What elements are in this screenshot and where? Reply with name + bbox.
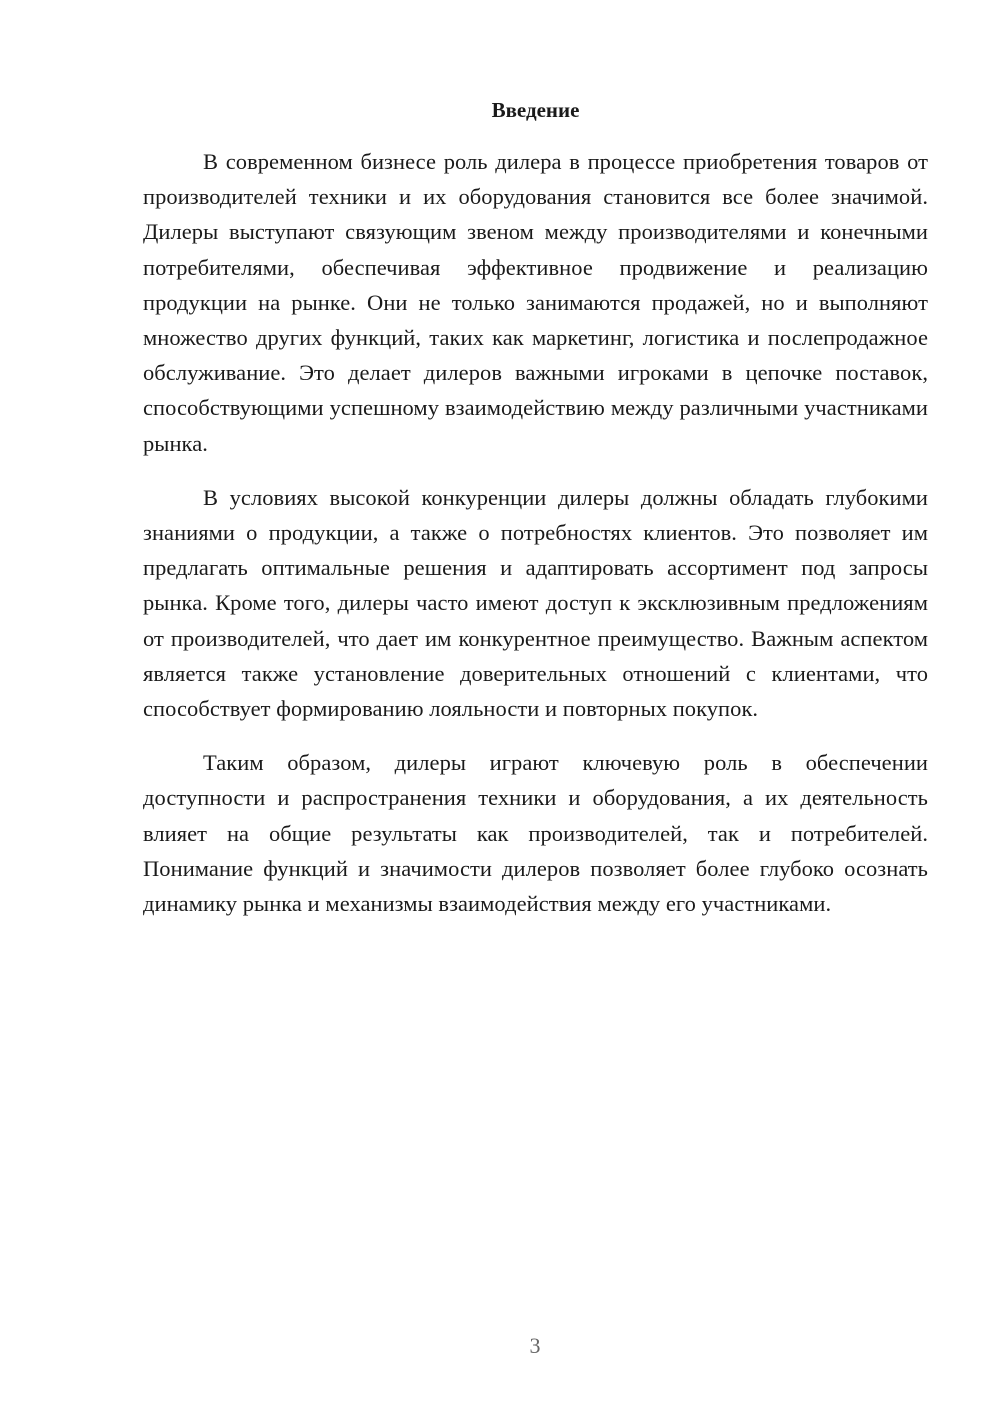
page-content bbox=[143, 92, 928, 940]
paragraph-3: Таким образом, дилеры играют ключевую роль в обеспечении доступности и распространения техники и оборудования, а их деятельность влияет на общие результаты как производителей, так и потребителей. Понимание функций и значимости дилеров позволяет более глубоко осознать динамику рынка и механизмы взаимодействия между его участниками. bbox=[143, 750, 928, 917]
page-number: 3 bbox=[529, 1333, 541, 1358]
paragraph-1: В современном бизнесе роль дилера в процессе приобретения товаров от производителей техники и их оборудования становится все более значимой. Дилеры выступают связующим звеном между производителями и конечными потребителями, обеспечивая эффективное продвижение и реализацию продукции на рынке. Они не только занимаются продажей, но и выполняют множество других функций, таких как маркетинг, логистика и послепродажное обслуживание. Это делает дилеров важными игроками в цепочке поставок, способствующими успешному взаимодействию между различными участниками рынка. bbox=[143, 149, 928, 456]
paragraph-2: В условиях высокой конкуренции дилеры должны обладать глубокими знаниями о продукции, а также о потребностях клиентов. Это позволяет им предлагать оптимальные решения и адаптировать ассортимент под запросы рынка. Кроме того, дилеры часто имеют доступ к эксклюзивным предложениям от производителей, что дает им конкурентное преимущество. Важным аспектом является также установление доверительных отношений с клиентами, что способствует формированию лояльности и повторных покупок. bbox=[143, 484, 928, 722]
section-title: Введение bbox=[491, 98, 580, 122]
